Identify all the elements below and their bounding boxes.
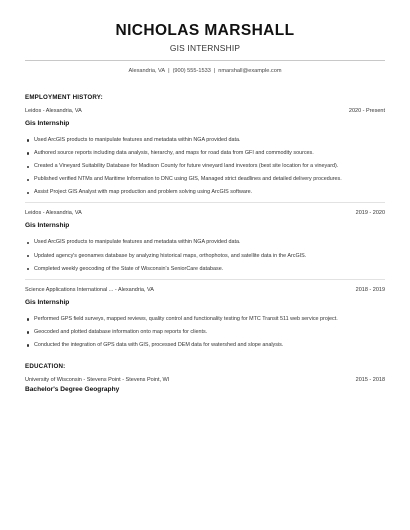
job-dates: 2018 - 2019: [355, 286, 385, 293]
job-role: Gis Internship: [25, 222, 70, 230]
job-bullet: Published verified NTMs and Maritime Information to DNC using GIS, Managed strict deadlines and detailed delivery procedures.: [25, 176, 385, 183]
job-bullets: [25, 239, 385, 272]
education-heading: EDUCATION:: [25, 362, 66, 370]
contact-separator: |: [168, 68, 170, 74]
contact-line: [25, 68, 385, 74]
contact-location: Alexandria, VA: [128, 68, 166, 74]
job-employer: Leidos - Alexandria, VA: [25, 210, 82, 217]
job-entry: [25, 108, 385, 196]
candidate-title: GIS INTERNSHIP: [169, 43, 241, 53]
contact-email[interactable]: nmarshall@example.com: [218, 68, 282, 74]
job-meta: [25, 287, 385, 294]
job-bullet: Used ArcGIS products to manipulate features and metadata within NGA provided data.: [25, 239, 385, 246]
job-bullet: Performed GPS field surveys, mapped reviews, quality control and functionality testing for MTC Transit 511 web service project.: [25, 316, 385, 323]
job-employer: Science Applications International ... - Alexandria, VA: [25, 286, 154, 293]
job-employer: Leidos - Alexandria, VA: [25, 108, 82, 114]
job-bullet: Authored source reports including data analysis, hierarchy, and maps for road data from GFI and commodity sources.: [25, 150, 385, 157]
job-entry: [25, 287, 385, 349]
education-degree: Bachelor's Degree Geography: [25, 385, 120, 393]
education-school: University of Wisconsin - Stevens Point - Stevens Point, WI: [25, 376, 170, 383]
education-dates: 2015 - 2018: [355, 376, 385, 383]
job-dates: 2019 - 2020: [355, 210, 385, 217]
header-divider: [25, 60, 385, 61]
job-role: Gis Internship: [25, 120, 70, 127]
job-bullet: Created a Vineyard Suitability Database for Madison County for future vineyard land investors (best site location for a vineyard).: [25, 163, 385, 170]
contact-phone: (900) 555-1533: [172, 68, 211, 74]
contact-separator: |: [213, 68, 216, 74]
job-bullet: Geocoded and plotted database information onto map reports for clients.: [25, 329, 385, 336]
job-bullet: Updated agency's geonames database by analyzing historical maps, orthophotos, and satellite data in the ArcGIS.: [25, 253, 385, 260]
job-role: Gis Internship: [25, 298, 70, 306]
job-bullet: Completed weekly geocoding of the State of Wisconsin's SeniorCare database.: [25, 266, 385, 273]
job-bullets: [25, 316, 385, 349]
job-meta: [25, 108, 385, 115]
job-bullet: Conducted the integration of GPS data with GIS, processed DEM data for watershed and slope analysis.: [25, 342, 385, 349]
education-meta: [25, 377, 385, 384]
job-divider: [25, 202, 385, 203]
job-meta: [25, 210, 385, 217]
job-bullets: [25, 137, 385, 196]
job-entry: [25, 210, 385, 272]
job-divider: [25, 279, 385, 280]
job-bullet: Used ArcGIS products to manipulate features and metadata within NGA provided data.: [25, 137, 385, 144]
job-dates: 2020 - Present: [348, 108, 385, 114]
job-bullet: Assist Project GIS Analyst with map production and problem solving using ArcGIS software.: [25, 189, 385, 196]
employment-heading: EMPLOYMENT HISTORY:: [25, 94, 103, 101]
candidate-name: NICHOLAS MARSHALL: [115, 22, 295, 39]
education-entry: [25, 377, 385, 393]
